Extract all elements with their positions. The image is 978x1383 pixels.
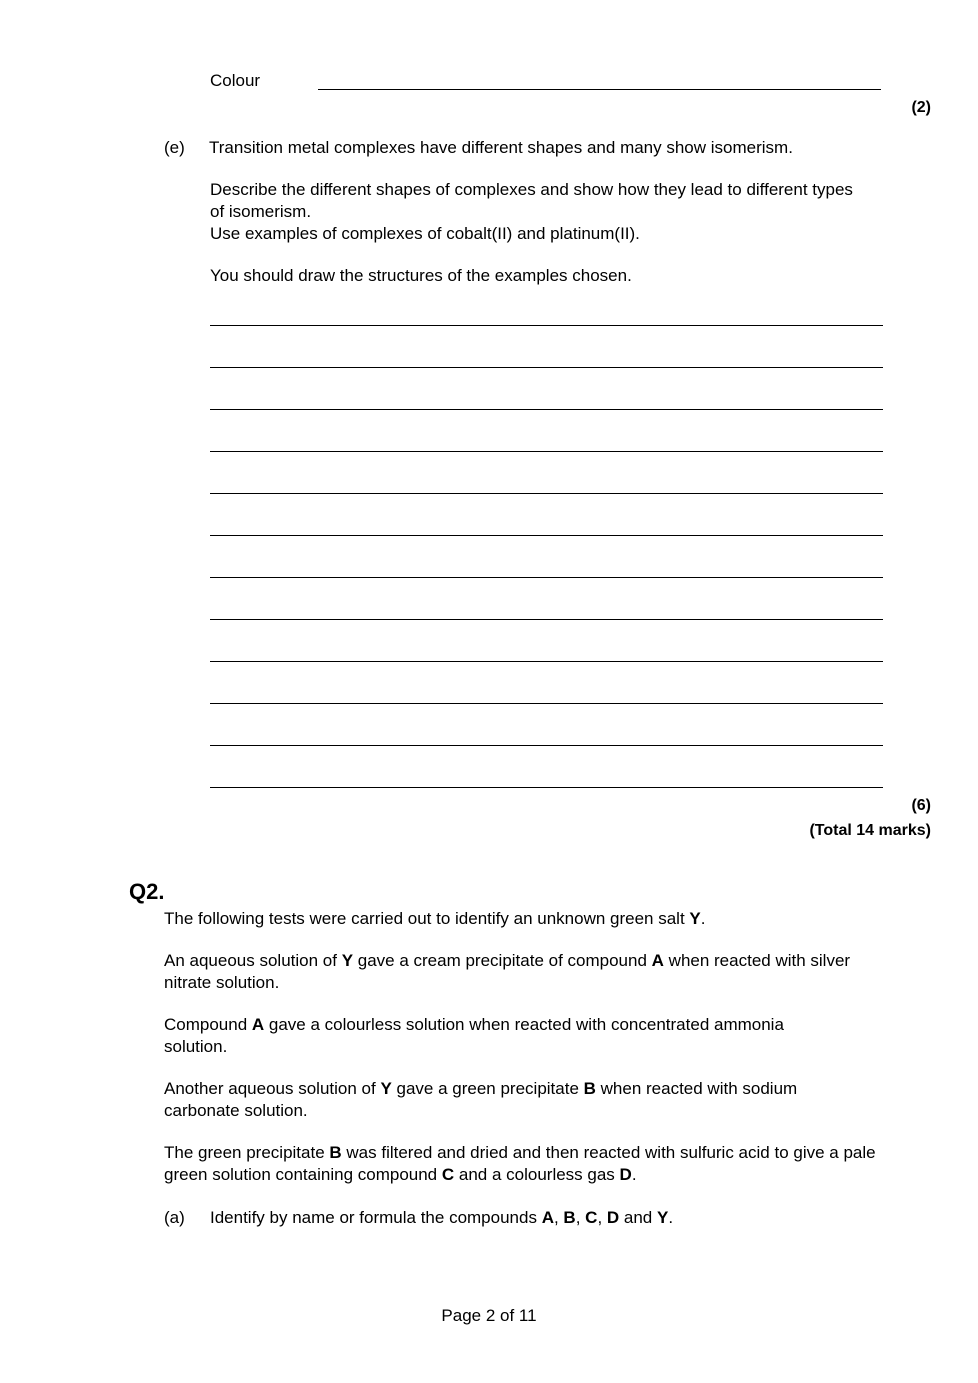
answer-line[interactable]: [210, 577, 883, 578]
part-e-marks: (6): [911, 797, 931, 814]
answer-line[interactable]: [210, 787, 883, 788]
answer-line[interactable]: [210, 367, 883, 368]
part-e-intro: Transition metal complexes have different shapes and many show isomerism.: [209, 138, 793, 157]
part-e-examples: Use examples of complexes of cobalt(II) and platinum(II).: [210, 224, 640, 243]
colour-label: Colour: [210, 71, 261, 90]
answer-line[interactable]: [210, 535, 883, 536]
colour-answer-line[interactable]: [318, 89, 881, 90]
answer-line[interactable]: [210, 703, 883, 704]
answer-line[interactable]: [210, 451, 883, 452]
part-a-label: (a): [164, 1208, 185, 1227]
answer-line[interactable]: [210, 661, 883, 662]
part-e-instruction: Describe the different shapes of complexes and show how they lead to different types of isomerism.: [210, 180, 853, 221]
q2-paragraph-3: Compound A gave a colourless solution when reacted with concentrated ammonia solution.: [164, 1015, 784, 1056]
part-e-label: (e): [164, 138, 185, 157]
answer-line[interactable]: [210, 409, 883, 410]
answer-line[interactable]: [210, 745, 883, 746]
q2-paragraph-5: The green precipitate B was filtered and dried and then reacted with sulfuric acid to give a pale green solution containing compound C and a colourless gas D.: [164, 1143, 876, 1184]
q2-paragraph-1: The following tests were carried out to identify an unknown green salt Y.: [164, 909, 706, 928]
answer-line[interactable]: [210, 325, 883, 326]
q2-paragraph-2: An aqueous solution of Y gave a cream precipitate of compound A when reacted with silver nitrate solution.: [164, 951, 851, 992]
answer-line[interactable]: [210, 619, 883, 620]
page-number: Page 2 of 11: [441, 1306, 537, 1325]
question-2-title: Q2.: [129, 879, 165, 904]
total-marks: (Total 14 marks): [809, 822, 931, 839]
answer-line[interactable]: [210, 493, 883, 494]
q2-paragraph-4: Another aqueous solution of Y gave a green precipitate B when reacted with sodium carbonate solution.: [164, 1079, 798, 1120]
part-a-question: Identify by name or formula the compounds A, B, C, D and Y.: [210, 1208, 674, 1227]
part-e-draw-instruction: You should draw the structures of the examples chosen.: [210, 266, 632, 285]
colour-marks: (2): [911, 99, 931, 116]
